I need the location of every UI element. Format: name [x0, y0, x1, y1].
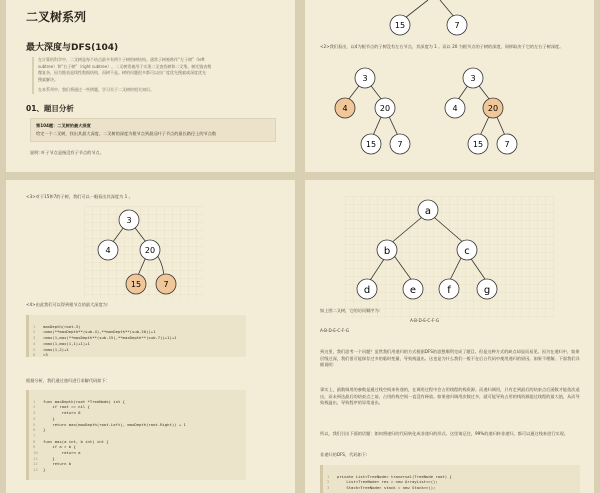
node-label: 15: [365, 140, 377, 149]
code-line: }: [43, 427, 46, 433]
node-label: 7: [504, 140, 510, 149]
node-label: 3: [470, 74, 476, 83]
node-label: 7: [163, 280, 169, 289]
intro-line: 在本系列中，我们将通过一些例题，学习关于二叉树的相关知识。: [38, 87, 154, 93]
section-title: 最大深度与DFS(104): [26, 43, 119, 53]
paragraph: 事实上，函数调用的参数是通过栈空间来传递的，在调用过程中会占用线程的栈资源。而递归调用，只有走到最后的结束点后函数才能依次退出，而未到达最后的结束点之前，占用的栈空间一直没有释放。如果递归调用次数过多，就可能导致占用的栈资源超过线程的最大值，从而导致栈溢出，导致程序的异常退出。: [320, 387, 580, 405]
page-2: [305, 0, 594, 172]
depth-calculation: 1 maxDepth(root-3) 2 =max(**maxDepth**(sub-4),**maxDepth**(sub-20))+1 3 =max(1,max(**maxDepth**(sub-15),**maxDepth**(sub-7))+1)+1 4 =max(1,max(1,1)+1)+1 5 =max(1,2)+1 6 =3: [26, 315, 246, 357]
node-label: g: [483, 285, 491, 296]
node-label: 20: [144, 246, 156, 255]
page-title: 二叉树系列: [26, 10, 87, 24]
code-line: func max(a int, b int) int {: [43, 438, 109, 444]
code-line: private List<TreeNode> traversal(TreeNode root) {: [337, 473, 452, 479]
problem-note: 说明: 叶子节点是指没有子节点的节点。: [30, 150, 104, 155]
paragraph: 所以，我们引出下面的话题：如何将递归的代码转化成非递归的形式。这里请记住，99%的递归转非递归，都可以通过栈来进行实现。: [320, 431, 569, 436]
node-label: f: [447, 285, 451, 296]
paragraph: 到这里，我们思考一个问题？虽然我们用递归的方式根据DFS的思想顺利完成了题目。但是这种方式的缺点却显而易见。因为在递归中，如果层级过深，我们很可能保存过多的临时变量，导致栈溢出。这也是为什么我们一般不在后台代码中使用递归的原因。如果不理解，下面我们详细说明：: [320, 349, 580, 367]
node-label: c: [464, 246, 470, 257]
node-label: 4: [105, 246, 111, 255]
calc-line: maxDepth(root-3): [43, 323, 81, 329]
order-centered: A-B-D-E-C-F-G: [410, 318, 440, 323]
page-4: [305, 180, 594, 493]
intro-quote: [32, 57, 275, 94]
intro-line: 在计算机科学中，二叉树是每个结点最多有两个子树的树结构。通常子树被称作“左子树”（left: [38, 57, 205, 62]
problem-box: [30, 118, 276, 142]
problem-text: 给定一个二叉树，找出其最大深度。二叉树的深度为根节点到最远叶子节点的最长路径上的节点数: [36, 130, 217, 136]
code-line: }: [43, 455, 55, 461]
code-line: return a: [43, 450, 81, 456]
node-label: b: [383, 246, 391, 257]
page-3: [6, 180, 295, 493]
caption: <4>由此我们可以得到根节点的最大深度为:: [26, 302, 109, 307]
tree-diagram: [84, 206, 204, 298]
top-tree-fragment: [305, 0, 594, 40]
tree-diagram-abc: [345, 196, 555, 318]
intro-line: 搜索解决。: [38, 76, 58, 82]
code-line: return max(maxDepth(root.Left), maxDepth(root.Right)) + 1: [43, 421, 186, 427]
node-label: 7: [454, 21, 460, 30]
page-1: [6, 0, 295, 172]
code-line: return b: [43, 461, 72, 467]
calc-line: =3: [43, 352, 48, 357]
order-left: A-B-D-E-C-F-G: [320, 328, 350, 333]
node-label: 3: [126, 216, 132, 225]
node-label: a: [424, 206, 432, 217]
node-label: 20: [379, 104, 391, 113]
caption: 如上图二叉树，它的访问顺序为:: [320, 308, 381, 313]
node-label: 4: [342, 104, 348, 113]
calc-line: =max(1,max(1,1)+1)+1: [43, 340, 90, 346]
calc-line: =max(1,2)+1: [43, 346, 69, 352]
node-label: 3: [362, 74, 368, 83]
calc-line: =max(1,max(**maxDepth**(sub-15),**maxDepth**(sub-7))+1)+1: [43, 335, 177, 341]
node-label: 15: [130, 280, 142, 289]
node-label: 4: [452, 104, 458, 113]
node-label: 7: [397, 140, 403, 149]
code-line: func maxDepth(root *TreeNode) int {: [43, 398, 125, 404]
caption: 根据分析，我们通过递归进行求解代码如下：: [26, 378, 110, 383]
analysis-heading: 01、题目分析: [26, 104, 74, 113]
node-label: d: [363, 285, 371, 296]
caption: 非递归的DFS，代码如下:: [320, 452, 368, 457]
code-line: if a > b {: [43, 444, 76, 450]
calc-line: =max(**maxDepth**(sub-4),**maxDepth**(sub-20))+1: [43, 329, 156, 335]
code-line: Stack<TreeNode> stack = new Stack<>();: [337, 485, 436, 491]
node-label: 20: [487, 104, 499, 113]
node-label: 15: [472, 140, 484, 149]
code-line: List<TreeNode> res = new ArrayList<>();: [337, 479, 438, 485]
code-line: if root == nil {: [43, 404, 90, 410]
code-line: }: [43, 415, 55, 421]
code-block-java: 1 private List<TreeNode> traversal(TreeNode root) { 2 List<TreeNode> res = new ArrayList<>(); 3 Stack<TreeNode> stack = new Stack<>();: [320, 465, 580, 493]
code-line: return 0: [43, 410, 81, 416]
caption: <3>对于15和7的子树，我们可以一眼看出其深度为 1 。: [26, 194, 133, 199]
caption: <2>我们看出，以4为根节点的子树没有左右节点，其深度为 1 。而以 20 为根节点的子树的深度，同样取决于它的左右子树深度。: [320, 44, 564, 49]
code-block-go: 1 func maxDepth(root *TreeNode) int { 2 if root == nil { 3 return 0 4 } 5 return max(maxDepth(root.Left), maxDepth(root.Right)) + 1 6 } 7 8 func max(a int, b int) int { 9 if a > b { 10 return a 11 } 12 return b 13 }: [26, 390, 246, 480]
problem-title: 第104题：二叉树的最大深度: [36, 123, 91, 128]
intro-line: subtree）和“右子树”（right subtree）。二叉树常被用于实现二叉查找树和二叉堆。树比链表稍: [38, 63, 212, 69]
tree-diagrams: [305, 62, 594, 162]
code-line: }: [43, 467, 46, 473]
node-label: 15: [394, 21, 406, 30]
node-label: e: [409, 285, 417, 296]
intro-line: 微复杂，因为链表是线性数据结构，而树不是。树的问题很多都可以由广度优先搜索或深度优先: [38, 70, 206, 76]
